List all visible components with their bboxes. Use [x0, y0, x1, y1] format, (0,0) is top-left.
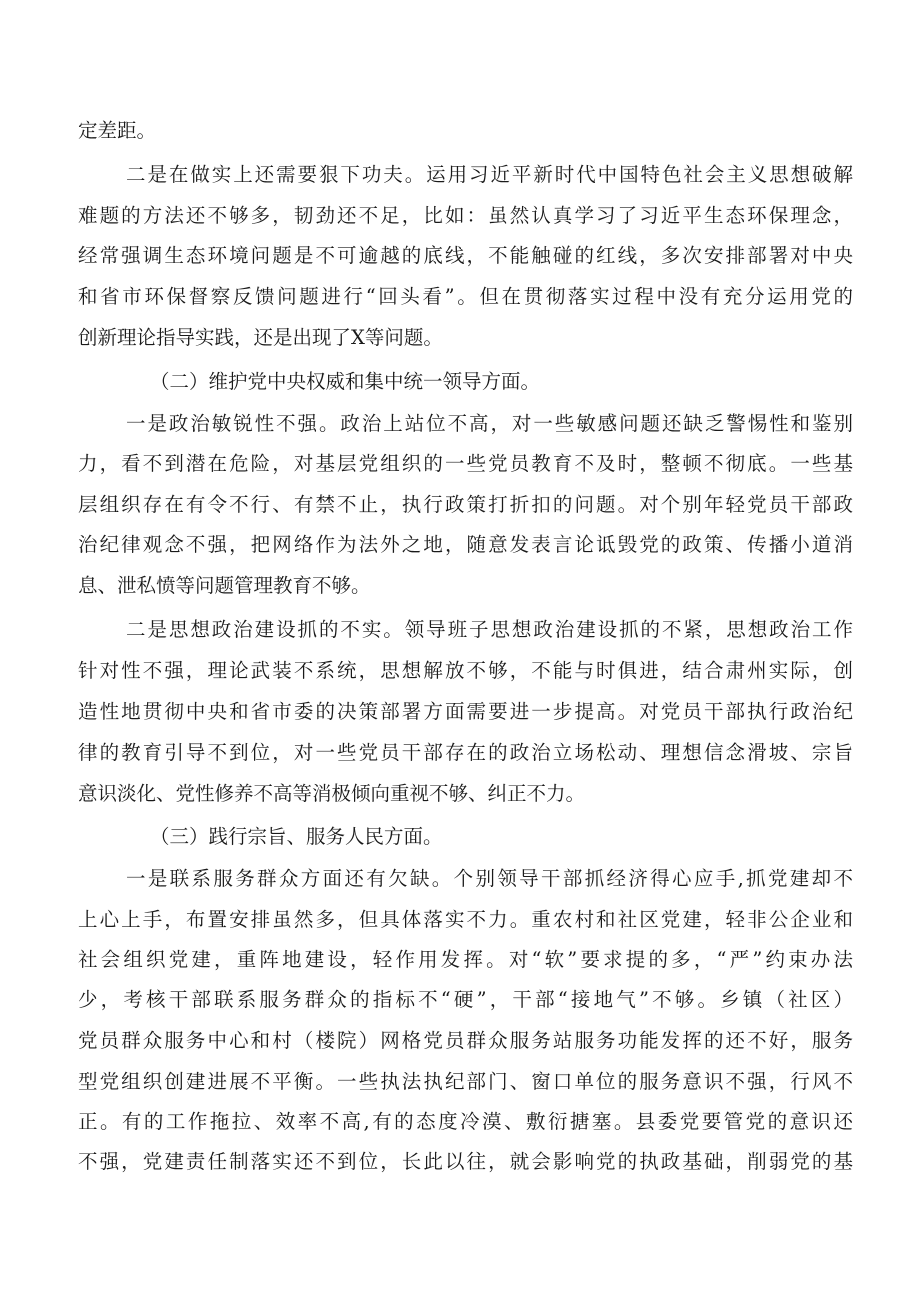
text-line: 型党组织创建进展不平衡。一些执法执纪部门、窗口单位的服务意识不强，行风不	[78, 1070, 853, 1093]
text-line: 经常强调生态环境问题是不可逾越的底线，不能触碰的红线，多次安排部署对中央	[78, 244, 853, 267]
text-line: 层组织存在有令不行、有禁不止，执行政策打折扣的问题。对个别年轻党员干部政	[78, 493, 853, 516]
text-line: 正。有的工作拖拉、效率不高,有的态度冷漠、敷衍搪塞。县委党要管党的意识还	[78, 1110, 853, 1133]
text-line: 和省市环保督察反馈问题进行“回头看”。但在贯彻落实过程中没有充分运用党的	[78, 285, 853, 308]
paragraph-start-line: 一是联系服务群众方面还有欠缺。个别领导干部抓经济得心应手,抓党建却不	[126, 867, 853, 890]
text-line: 意识淡化、党性修养不高等消极倾向重视不够、纠正不力。	[78, 782, 586, 805]
section-heading: （二）维护党中央权威和集中统一领导方面。	[150, 370, 541, 393]
section-heading: （三）践行宗旨、服务人民方面。	[150, 825, 443, 848]
text-line: 力，看不到潜在危险，对基层党组织的一些党员教育不及时，整顿不彻底。一些基	[78, 452, 853, 475]
text-line: 上心上手，布置安排虽然多，但具体落实不力。重农村和社区党建，轻非公企业和	[78, 908, 853, 931]
paragraph-start-line: 二是思想政治建设抓的不实。领导班子思想政治建设抓的不紧，思想政治工作	[126, 618, 853, 641]
paragraph-start-line: 二是在做实上还需要狠下功夫。运用习近平新时代中国特色社会主义思想破解	[126, 163, 853, 186]
text-line: 社会组织党建，重阵地建设，轻作用发挥。对“软”要求提的多，“严”约束办法	[78, 948, 853, 971]
text-line: 创新理论指导实践，还是出现了X等问题。	[78, 326, 443, 349]
text-line: 造性地贯彻中央和省市委的决策部署方面需要进一步提高。对党员干部执行政治纪	[78, 700, 853, 723]
text-line: 难题的方法还不够多，韧劲还不足，比如：虽然认真学习了习近平生态环保理念，	[78, 204, 853, 227]
text-line: 党员群众服务中心和村（楼院）网格党员群众服务站服务功能发挥的还不好，服务	[78, 1029, 853, 1052]
paragraph-start-line: 一是政治敏锐性不强。政治上站位不高，对一些敏感问题还缺乏警惕性和鉴别	[126, 412, 853, 435]
text-line: 律的教育引导不到位，对一些党员干部存在的政治立场松动、理想信念滑坡、宗旨	[78, 741, 853, 764]
text-line: 不强，党建责任制落实还不到位，长此以往，就会影响党的执政基础，削弱党的基	[78, 1150, 853, 1173]
text-line: 定差距。	[78, 119, 157, 142]
text-line: 治纪律观念不强，把网络作为法外之地，随意发表言论诋毁党的政策、传播小道消	[78, 533, 853, 556]
text-line: 少，考核干部联系服务群众的指标不“硬”，干部“接地气”不够。乡镇（社区）	[78, 988, 853, 1011]
text-line: 息、泄私愤等问题管理教育不够。	[78, 574, 371, 597]
text-line: 针对性不强，理论武装不系统，思想解放不够，不能与时俱进，结合肃州实际，创	[78, 659, 853, 682]
